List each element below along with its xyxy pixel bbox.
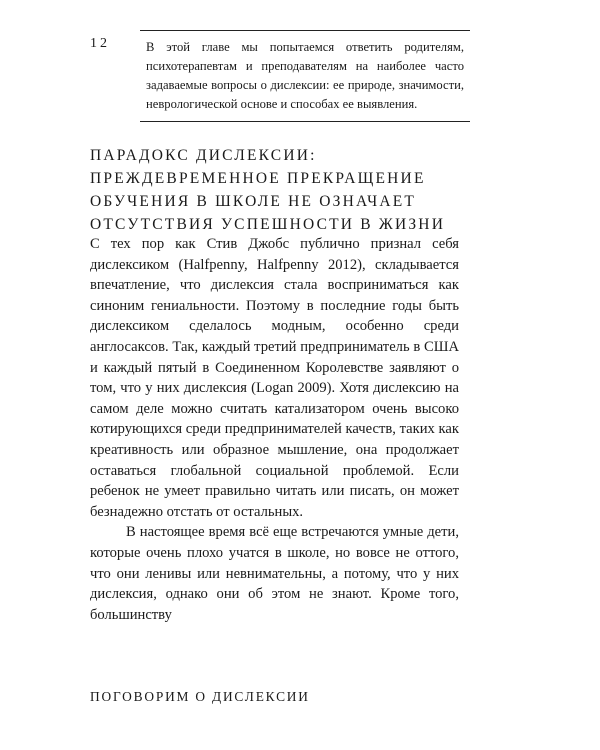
section-heading-line: ОТСУТСТВИЯ УСПЕШНОСТИ В ЖИЗНИ [90, 216, 446, 233]
chapter-intro-box [140, 30, 470, 122]
section-heading-line: ОБУЧЕНИЯ В ШКОЛЕ НЕ ОЗНАЧАЕТ [90, 193, 417, 210]
body-paragraph: В настоящее время всё еще встречаются умные дети, которые очень плохо учатся в школе, но вовсе не оттого, что они ленивы или невнимательны, а потому, что у них дислексия, однако они об этом не знают. Кроме того, большинству [90, 524, 459, 623]
body-paragraph: С тех пор как Стив Джобс публично признал себя дислексиком (Halfpenny, Halfpenny 2012), складывается впечатление, что дислексия стала восприниматься как синоним гениальности. Поэтому в последние годы быть дислексиком сделалось модным, особенно среди англосаксов. Так, каждый третий предприниматель в США и каждый пятый в Соединенном Королевстве заявляют о том, что у них дислексия (Logan 2009). Хотя дислексию на самом деле можно считать катализатором очень высоко котирующихся среди предпринимателей качеств, таких как креативность или образное мышление, она продолжает оставаться глобальной социальной проблемой. Если ребенок не умеет правильно читать или писать, он может безнадежно отстать от остальных. [90, 236, 459, 520]
body-text [90, 234, 459, 625]
section-heading-line: ПАРАДОКС ДИСЛЕКСИИ: [90, 147, 317, 164]
page-number: 12 [90, 36, 110, 51]
section-heading [90, 144, 470, 236]
running-footer-title: ПОГОВОРИМ О ДИСЛЕКСИИ [90, 689, 310, 704]
chapter-intro-text: В этой главе мы попытаемся ответить родителям, психотерапевтам и преподавателям на наиболее часто задаваемые вопросы о дислексии: ее природе, значимости, неврологической основе и способах ее выявления. [146, 40, 464, 111]
section-heading-line: ПРЕЖДЕВРЕМЕННОЕ ПРЕКРАЩЕНИЕ [90, 170, 426, 187]
